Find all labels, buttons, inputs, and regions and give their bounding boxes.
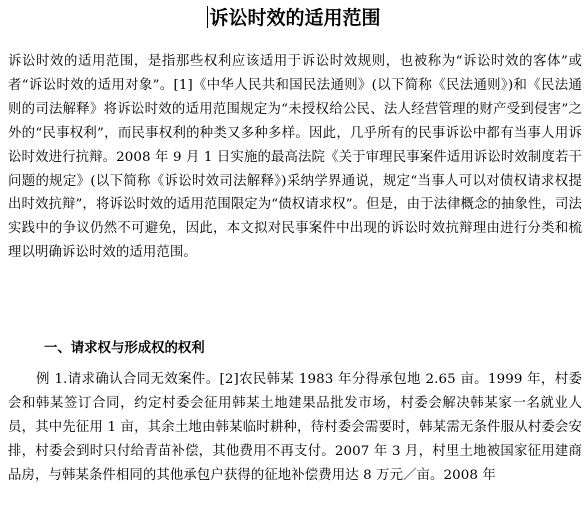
example-paragraph: 例 1.请求确认合同无效案件。[2]农民韩某 1983 年分得承包地 2.65 亩。1999 年，村委会和韩某签订合同，约定村委会征用韩某土地建果品批发市场，村委会解决韩某家一名就业人员，其中先征用 1 亩，其余土地由韩某临时耕种，待村委会需要时，韩某需无条件服从村委会安排，村委会到时只付给青苗补偿，其他费用不再支付。2007 年 3 月，村里土地被国家征用建商品房，与韩某条件相同的其他承包户获得的征地补偿费用达 8 万元／亩。2008 年 (8, 372, 582, 483)
section-heading: 一、请求权与形成权的权利 (44, 341, 205, 356)
intro-paragraph: 诉讼时效的适用范围，是指那些权利应该适用于诉讼时效规则，也被称为“诉讼时效的客体”或者“诉讼时效的适用对象”。[1]《中华人民共和国民法通则》(以下简称《民法通则》)和《民法通则的司法解释》将诉讼时效的适用范围规定为“未授权给公民、法人经营管理的财产受到侵害”之外的“民事权利”，而民事权利的种类又多种多样。因此，几乎所有的民事诉讼中都有当事人用诉讼时效进行抗辩。2008 年 9 月 1 日实施的最高法院《关于审理民事案件适用诉讼时效制度若干问题的规定》(以下简称《诉讼时效司法解释》)采纳学界通说，规定“当事人可以对债权请求权提出时效抗辩”，将诉讼时效的适用范围限定为“债权请求权”。但是，由于法律概念的抽象性，司法实践中的争议仍然不可避免，因此，本文拟对民事案件中出现的诉讼时效抗辩理由进行分类和梳理以明确诉讼时效的适用范围。 (8, 54, 582, 261)
document-title (0, 4, 588, 32)
document-title-text: 诉讼时效的适用范围 (209, 7, 381, 29)
